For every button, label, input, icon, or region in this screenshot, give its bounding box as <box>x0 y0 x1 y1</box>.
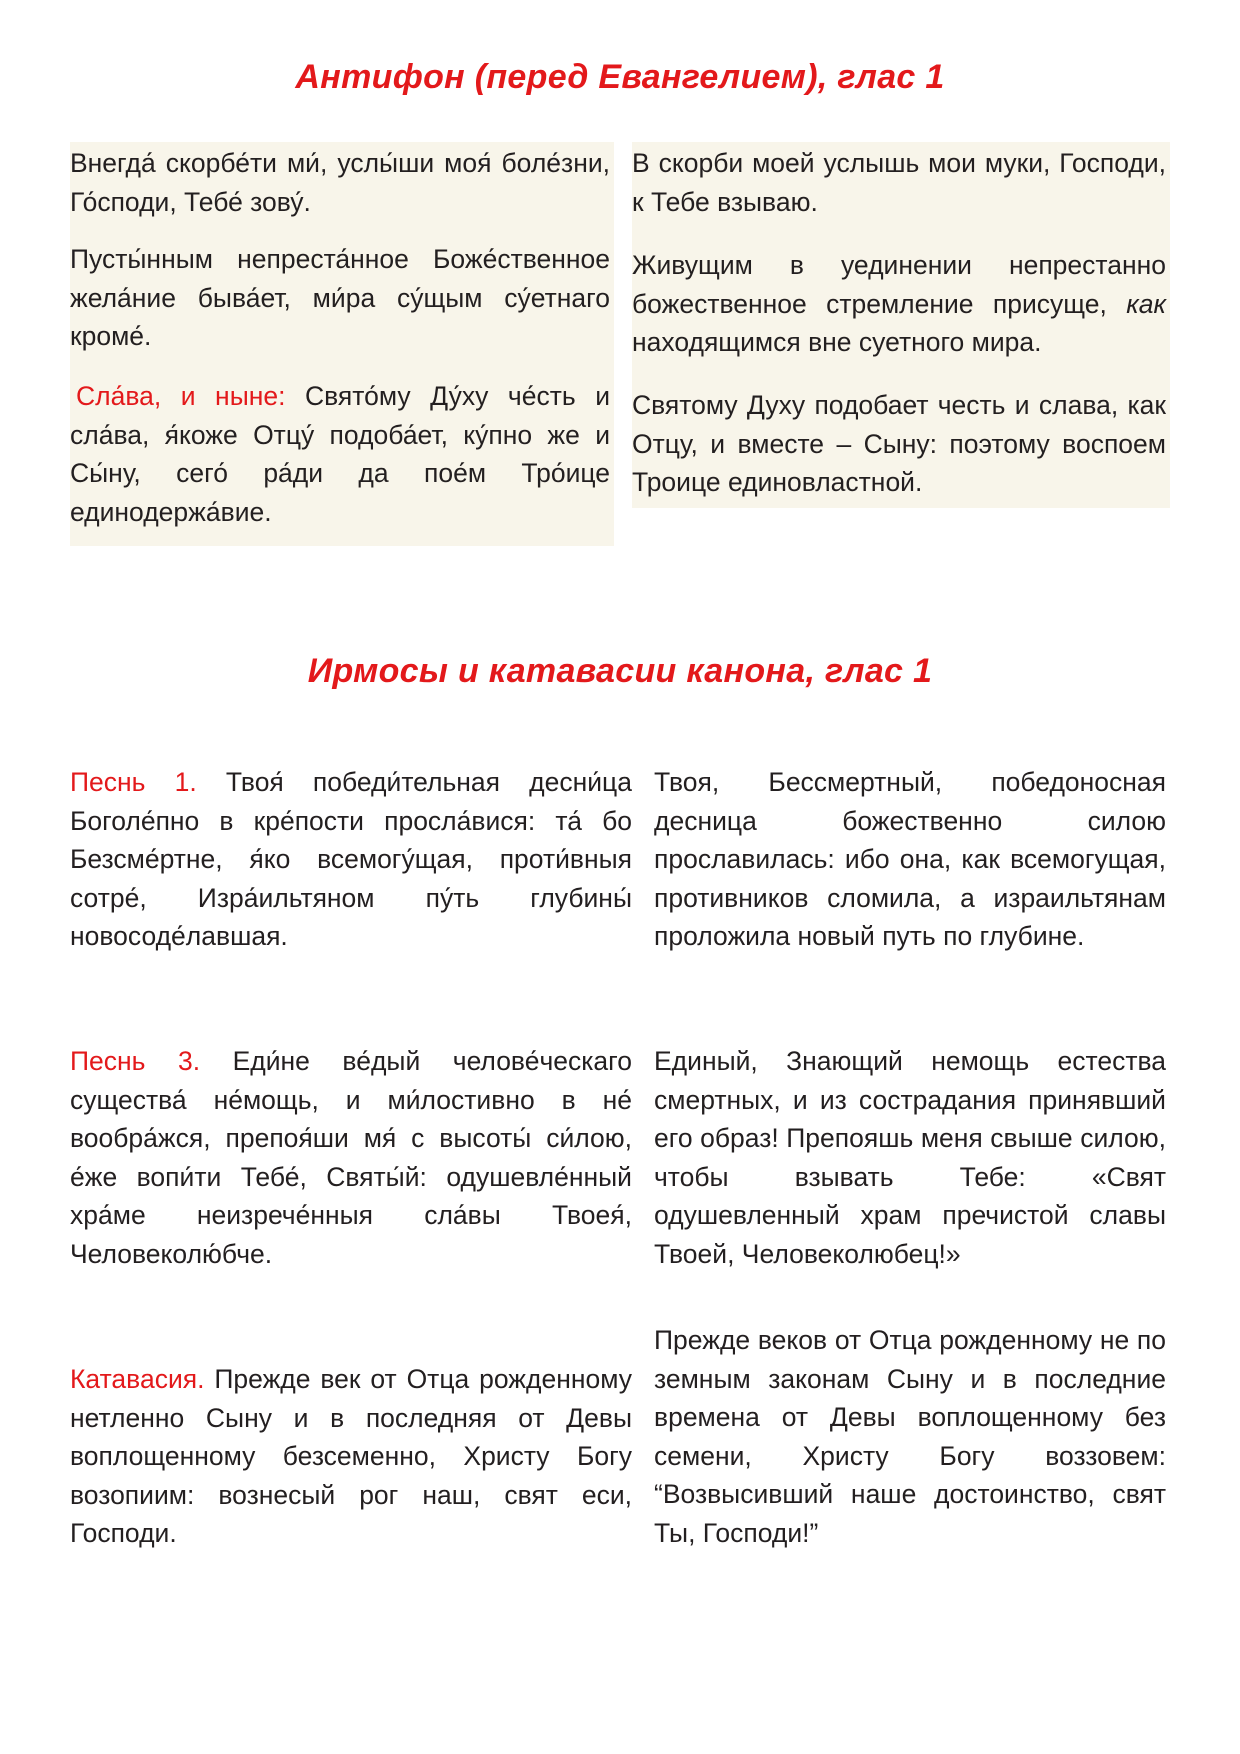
section-heading-antiphon: Антифон (перед Евангелием), глас 1 <box>295 58 945 96</box>
ode-3-label: Песнь 3. <box>70 1046 201 1076</box>
section-heading-irmoi: Ирмосы и катавасии канона, глас 1 <box>307 652 933 690</box>
antiphon-slavonic-verse-1: Внегда́ скорбе́ти ми́, услы́ши моя́ боле́зни, Го́споди, Тебе́ зову́. <box>70 148 610 217</box>
ode-1-label: Песнь 1. <box>70 767 197 797</box>
ode-1-russian: Твоя, Бессмертный, победоносная десница божественно силою прославилась: ибо она, как всемогущая, противников сломила, а израильтянам проложила новый путь по глубине. <box>654 767 1166 951</box>
antiphon-russian-doxology: Святому Духу подобает честь и слава, как Отцу, и вместе – Сыну: поэтому воспоем Троице единовластной. <box>632 390 1166 497</box>
ode-1-slavonic: Песнь 1. Твоя́ победи́тельная десни́ца Боголе́пно в кре́пости просла́вися: та́ бо Безсме́ртне, я́ко всемогу́щая, проти́вныя сотре́, Изра́ильтяном пу́ть глубины́ новосоде́лавшая. <box>70 767 632 951</box>
ode-3-slavonic: Песнь 3. Еди́не ве́дый челове́ческаго существа́ не́мощь, и ми́лостивно в не́ вообра́жся, препоя́ши мя́ с высоты́ си́лою, е́же вопи́ти Тебе́, Святы́й: одушевле́нный хра́ме неизрече́нныя сла́вы Твоея́, Человеколю́бче. <box>70 1046 632 1269</box>
ode-3-russian: Единый, Знающий немощь естества смертных, и из сострадания принявший его образ! Препояшь меня свыше силою, чтобы взывать Тебе: «Свят одушевленный храм пречистой славы Твоей, Человеколюбец!» <box>654 1046 1166 1269</box>
doxology-label: Сла́ва, и ныне: <box>76 381 286 411</box>
antiphon-russian-verse-1: В скорби моей услышь мои муки, Господи, к Тебе взываю. <box>632 148 1166 217</box>
katavasia-russian: Прежде веков от Отца рожденному не по земным законам Сыну и в последние времена от Девы воплощенному без семени, Христу Богу воззовем: “Возвысивший наше достоинство, свят Ты, Господи!” <box>654 1325 1166 1548</box>
antiphon-russian-verse-2: Живущим в уединении непрестанно божественное стремление присуще, как находящимся вне суетного мира. <box>632 250 1166 357</box>
antiphon-slavonic-doxology: Сла́ва, и ныне: Свято́му Ду́ху че́сть и сла́ва, я́коже Отцу́ подоба́ет, ку́пно же и Сы́ну, сего́ ра́ди да пое́м Тро́ице единодержа́вие. <box>70 381 610 527</box>
katavasia-slavonic: Катавасия. Прежде век от Отца рожденному нетленно Сыну и в последняя от Девы воплощенному безсеменно, Христу Богу возопиим: вознесый рог наш, свят еси, Господи. <box>70 1364 632 1548</box>
katavasia-label: Катавасия. <box>70 1364 205 1394</box>
antiphon-slavonic-verse-2: Пусты́нным непреста́нное Боже́ственное жела́ние быва́ет, ми́ра су́щым су́етнаго кроме́. <box>70 244 610 351</box>
